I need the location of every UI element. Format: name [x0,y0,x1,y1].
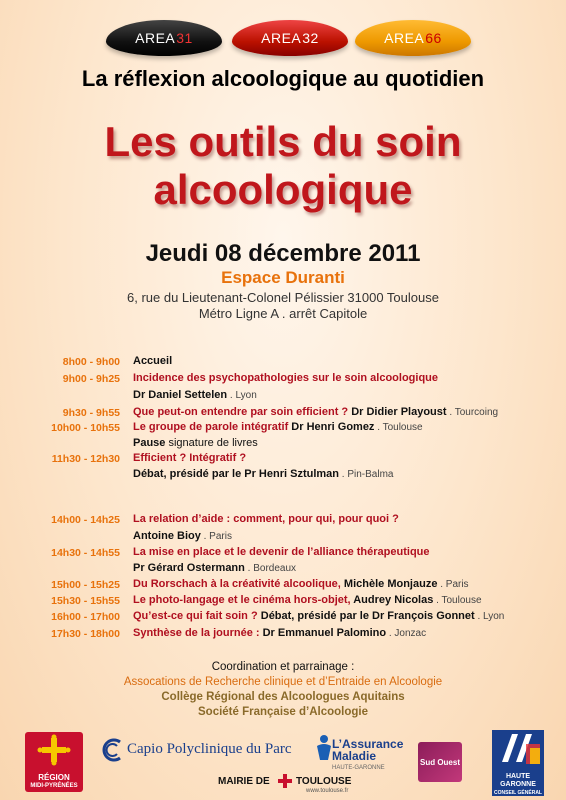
program-text-part: . Toulouse [374,422,423,433]
hg-line2: GARONNE [500,781,536,788]
occitan-cross-icon [25,732,83,768]
program-time: 17h30 - 18h00 [51,628,120,640]
program-row [0,355,566,371]
hg-line3: CONSEIL GÉNÉRAL [494,790,542,796]
program-text [133,594,482,606]
coordination-line2: Collège Régional des Alcoologues Aquitains [161,691,405,703]
program-text-part: Synthèse de la journée : [133,627,260,639]
program-row [0,389,566,405]
figure-icon [314,734,334,762]
program-text [133,355,172,367]
program-text-part: Audrey Nicolas [350,594,434,606]
program-text-part: Du Rorschach à la créativité alcoolique, [133,578,341,590]
program-text [133,562,296,574]
capio-logo [100,738,290,762]
program-text-part: Que peut-on entendre par soin efficient ? [133,406,349,418]
program-text-part: . Paris [200,531,232,542]
program-row [0,546,566,562]
program-row [0,468,566,484]
hg-mark-icon [492,730,544,768]
program-time: 11h30 - 12h30 [51,453,120,465]
title-line1: Les outils du soin [104,118,462,165]
area31-badge [106,20,222,56]
page-title [0,118,566,214]
program-text-part: . Lyon [474,611,505,622]
toulouse-url: www.toulouse.fr [306,788,349,794]
venue-address [0,290,566,322]
program-text-part: . Tourcoing [446,407,499,418]
program-text-part: Antoine Bioy [133,530,201,542]
haute-garonne-logo [492,730,544,796]
capio-swirl-icon [100,738,126,762]
program-text [133,452,246,464]
program-text-part: Le groupe de parole intégratif [133,421,289,433]
hg-text [492,773,544,797]
program-row [0,372,566,388]
program-text [133,421,423,433]
program-row [0,421,566,437]
program-text-part: Efficient ? Intégratif ? [133,452,247,464]
program-time: 9h30 - 9h55 [62,407,120,419]
program-text [133,406,498,418]
address-line1: 6, rue du Lieutenant-Colonel Pélissier 31000 Toulouse [127,290,439,305]
program-text-part: Dr Emmanuel Palomino [259,627,387,639]
toulouse-cross-icon [278,774,292,788]
program-text-part: . Toulouse [433,595,482,606]
program-text-part: Pr Gérard Ostermann [133,562,245,574]
coordination-block [0,660,566,720]
mairie-toulouse-logo [218,774,368,796]
coordination-line3: Société Française d’Alcoologie [198,706,368,718]
program-time: 16h00 - 17h00 [51,611,120,623]
program-text [133,437,258,449]
capio-text: Capio Polyclinique du Parc [127,741,292,757]
badge-area-text: AREA [261,30,302,46]
address-line2: Métro Ligne A . arrêt Capitole [198,306,368,321]
badge-number: 66 [425,30,442,46]
sponsor-logos [0,730,566,800]
region-line1: RÉGION [38,773,70,782]
program-text-part: Incidence des psychopathologies sur le soin alcoologique [133,372,439,384]
assurance-text [332,738,403,774]
program-time: 15h30 - 15h55 [51,595,120,607]
program-text-part: Dr Didier Playoust [348,406,447,418]
program-text [133,389,257,401]
program-time: 10h00 - 10h55 [51,422,120,434]
program-text-part: . Jonzac [386,628,427,639]
program-text [133,610,504,622]
program-text-part: Accueil [133,355,173,367]
program-text-part: . Bordeaux [244,563,297,574]
coordination-line1: Assocations de Recherche clinique et d’Entraide en Alcoologie [123,676,443,688]
program-row [0,530,566,546]
program-text-part: La relation d’aide : comment, pour qui, pour quoi ? [133,513,399,525]
program-time: 14h30 - 14h55 [51,547,120,559]
program-time: 15h00 - 15h25 [51,579,120,591]
program-row [0,594,566,610]
program-text-part: Dr Daniel Settelen [133,389,228,401]
coordination-heading: Coordination et parrainage : [211,661,355,673]
region-text [25,773,83,791]
program-text-part: Qu’est-ce qui fait soin ? [133,610,258,622]
region-logo [25,732,83,792]
program-text [133,578,469,590]
program-text-part: Dr Henri Gomez [288,421,375,433]
program-text [133,372,438,384]
program-row [0,437,566,453]
program-text-part: . Pin-Balma [339,469,394,480]
region-line2: MIDI-PYRÉNÉES [30,783,78,789]
program-row [0,406,566,422]
program-text-part: . Lyon [227,390,257,401]
program-text-part: Pause [133,437,166,449]
program-text-part: . Paris [437,579,469,590]
program-time: 14h00 - 14h25 [51,514,120,526]
program-row [0,610,566,626]
mairie-text: MAIRIE DE [218,776,270,787]
subtitle: La réflexion alcoologique au quotidien [81,66,485,91]
program-text-part: Michèle Monjauze [340,578,438,590]
hg-line1: HAUTE [505,773,531,780]
program-text [133,530,232,542]
badge-number: 31 [176,30,193,46]
badge-number: 32 [302,30,319,46]
assurance-line1: L’Assurance [332,737,404,751]
program-text-part: signature de livres [165,437,258,449]
badge-area-text: AREA [135,30,176,46]
title-line2: alcoologique [153,166,413,213]
program-text [133,627,426,639]
program-text-part: La mise en place et le devenir de l’alliance thérapeutique [133,546,430,558]
event-date: Jeudi 08 décembre 2011 [145,240,421,267]
area66-badge [355,20,471,56]
program-text [133,468,393,480]
assurance-line3: HAUTE-GARONNE [332,765,385,771]
venue-name: Espace Duranti [221,268,345,287]
program-row [0,562,566,578]
program-text-part: Débat, présidé par le Pr Henri Sztulman [133,468,340,480]
program-text-part: Le photo-langage et le cinéma hors-objet, [133,594,351,606]
program-text [133,546,430,558]
badge-area-text: AREA [384,30,425,46]
program-time: 8h00 - 9h00 [62,356,120,368]
sud-ouest-logo [418,742,462,782]
toulouse-text: TOULOUSE [296,776,352,787]
program-row [0,452,566,468]
area32-badge [232,20,348,56]
program-time: 9h00 - 9h25 [62,373,120,385]
sud-ouest-text: Sud Ouest [419,758,460,767]
program-text [133,513,399,525]
area-badges [0,20,566,60]
program-row [0,513,566,529]
program-row [0,578,566,594]
assurance-line2: Maladie [332,749,377,763]
program-row [0,627,566,643]
program-text-part: Débat, présidé par le Dr François Gonnet [257,610,475,622]
